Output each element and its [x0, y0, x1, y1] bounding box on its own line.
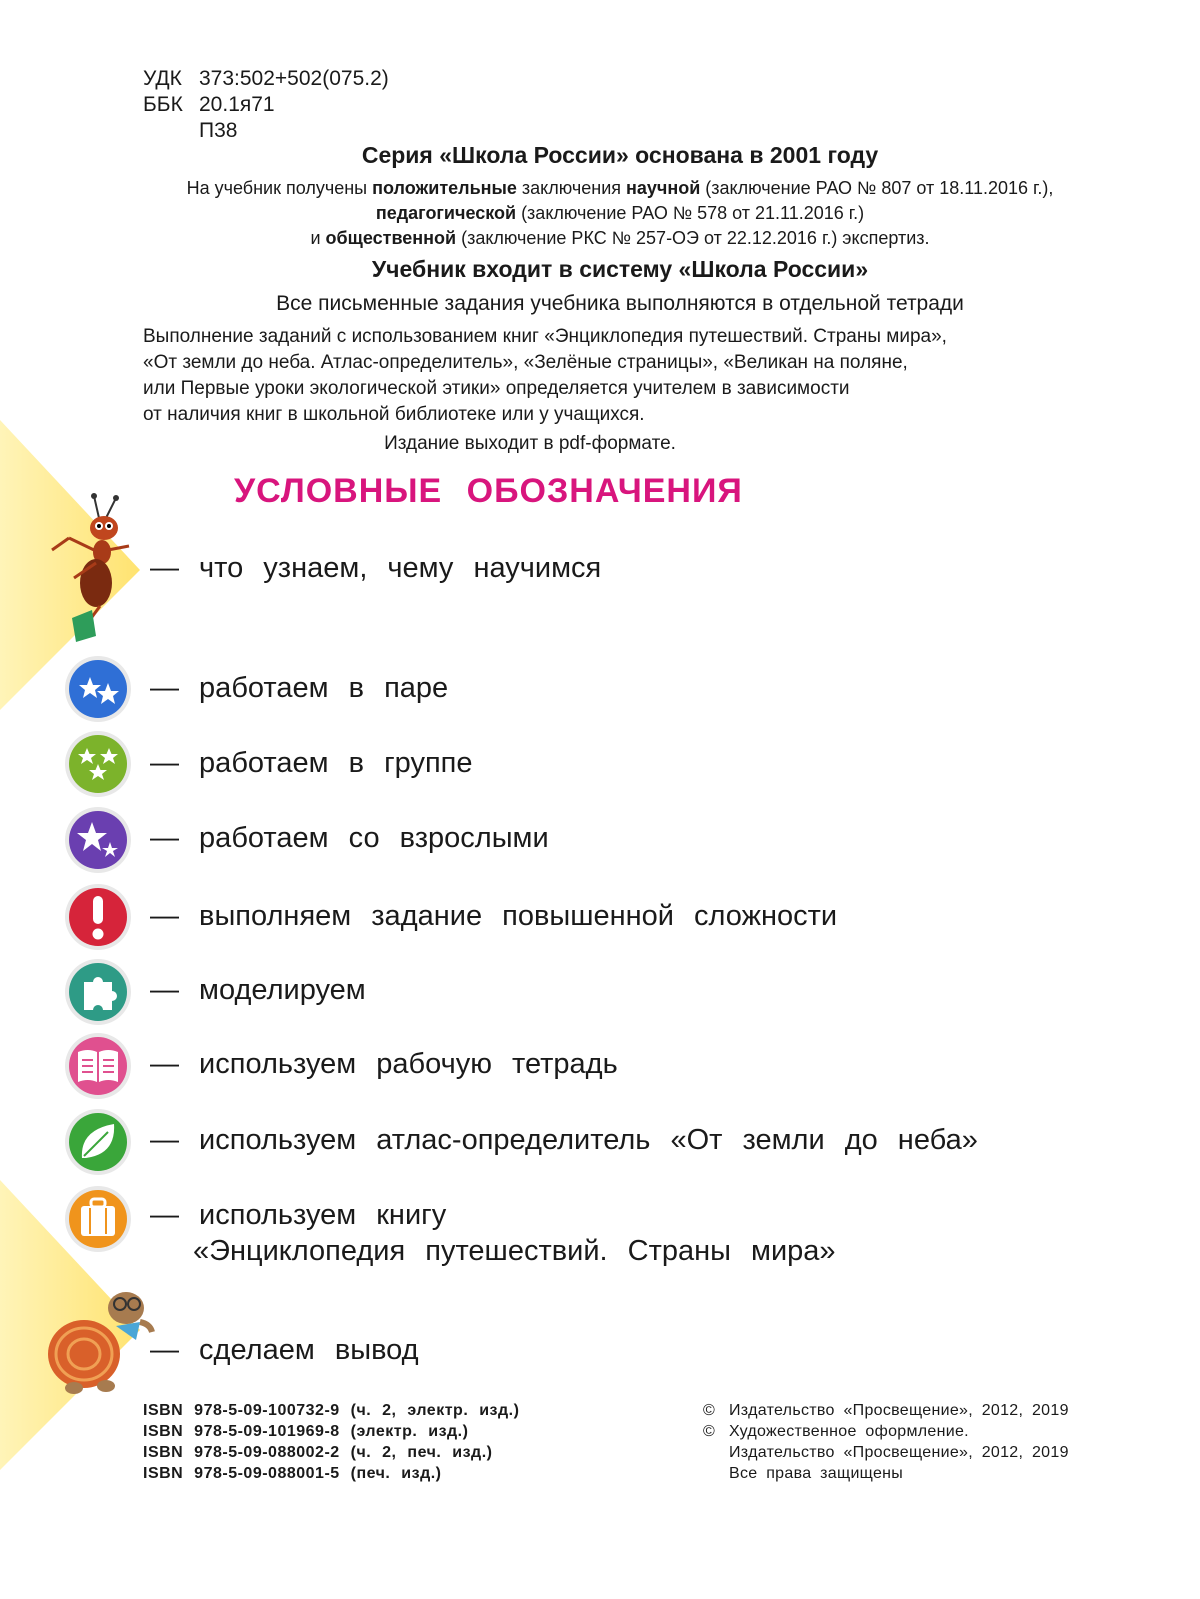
approvals-text-part: (заключение РКС № 257-ОЭ от 22.12.2016 г.) экспертиз. — [456, 228, 930, 248]
exclamation-icon — [64, 883, 132, 951]
legend-item-pair: — работаем в паре — [150, 672, 449, 704]
pdf-format-note: Издание выходит в pdf-формате. — [384, 433, 676, 454]
legend-title: УСЛОВНЫЕ ОБОЗНАЧЕНИЯ — [234, 472, 743, 510]
leaf-atlas-icon — [64, 1108, 132, 1176]
approvals-text-part: (заключение РАО № 807 от 18.11.2016 г.), — [700, 178, 1054, 198]
tasks-note-line: от наличия книг в школьной библиотеке или у учащихся. — [143, 404, 645, 425]
copyright-block — [703, 1400, 1069, 1484]
tasks-note — [143, 324, 1103, 428]
isbn-list — [143, 1400, 519, 1484]
author-mark: П38 — [199, 119, 238, 142]
approvals-text-part: и — [310, 228, 326, 248]
pair-work-icon — [64, 655, 132, 723]
udk-label: УДК — [143, 67, 182, 90]
legend-item-adults: — работаем со взрослыми — [150, 822, 549, 854]
system-title: Учебник входит в систему «Школа России» — [371, 256, 869, 282]
approvals-text-part: заключения — [516, 178, 627, 198]
workbook-icon — [64, 1032, 132, 1100]
approvals-bold-scientific: научной — [626, 178, 701, 198]
isbn-line: ISBN 978-5-09-088001-5 (печ. изд.) — [143, 1465, 442, 1482]
legend-item-conclusion: — сделаем вывод — [150, 1334, 419, 1366]
legend-item-model: — моделируем — [150, 974, 366, 1006]
copyright-symbol: © — [703, 1402, 716, 1419]
written-tasks-note: Все письменные задания учебника выполняются в отдельной тетради — [276, 292, 964, 315]
approvals-text-part: (заключение РАО № 578 от 21.11.2016 г.) — [516, 203, 865, 223]
legend-item-encyclopedia-line1: — используем книгу — [150, 1199, 447, 1231]
tasks-note-line: или Первые уроки экологической этики» определяется учителем в зависимости — [143, 378, 850, 399]
approvals-bold-pedagogical: педагогической — [375, 203, 517, 223]
puzzle-icon — [64, 958, 132, 1026]
approvals-bold-positive: положительные — [372, 178, 517, 198]
group-work-icon — [64, 730, 132, 798]
tasks-note-line: Выполнение заданий с использованием книг «Энциклопедия путешествий. Страны мира», — [143, 326, 947, 347]
copyright-symbol: © — [703, 1423, 716, 1440]
legend-item-difficult: — выполняем задание повышенной сложности — [150, 900, 838, 932]
isbn-line: ISBN 978-5-09-100732-9 (ч. 2, электр. изд.) — [143, 1402, 520, 1419]
isbn-line: ISBN 978-5-09-101969-8 (электр. изд.) — [143, 1423, 469, 1440]
legend-item-learn: — что узнаем, чему научимся — [150, 552, 602, 584]
bbk-value: 20.1я71 — [199, 93, 275, 116]
copyright-line: Все права защищены — [729, 1465, 904, 1482]
copyright-line: Издательство «Просвещение», 2012, 2019 — [729, 1444, 1069, 1461]
series-title: Серия «Школа России» основана в 2001 году — [361, 142, 879, 168]
approvals-bold-public: общественной — [325, 228, 457, 248]
copyright-line: Издательство «Просвещение», 2012, 2019 — [729, 1402, 1069, 1419]
approvals-text-part: На учебник получены — [186, 178, 373, 198]
approvals-text — [140, 176, 1100, 251]
suitcase-icon — [64, 1185, 132, 1253]
library-codes — [143, 66, 389, 144]
isbn-line: ISBN 978-5-09-088002-2 (ч. 2, печ. изд.) — [143, 1444, 493, 1461]
legend-item-group: — работаем в группе — [150, 747, 473, 779]
adults-work-icon — [64, 806, 132, 874]
legend-item-encyclopedia-line2: «Энциклопедия путешествий. Страны мира» — [193, 1235, 836, 1267]
legend-item-atlas: — используем атлас-определитель «От земли до неба» — [150, 1124, 978, 1156]
copyright-line: Художественное оформление. — [729, 1423, 969, 1440]
legend-item-encyclopedia — [150, 1197, 836, 1269]
bbk-label: ББК — [143, 93, 183, 116]
tasks-note-line: «От земли до неба. Атлас-определитель», «Зелёные страницы», «Великан на поляне, — [143, 352, 908, 373]
legend-item-workbook: — используем рабочую тетрадь — [150, 1048, 618, 1080]
udk-value: 373:502+502(075.2) — [199, 67, 389, 90]
turtle-mascot-icon — [44, 1282, 156, 1400]
ant-mascot-icon — [44, 488, 144, 648]
